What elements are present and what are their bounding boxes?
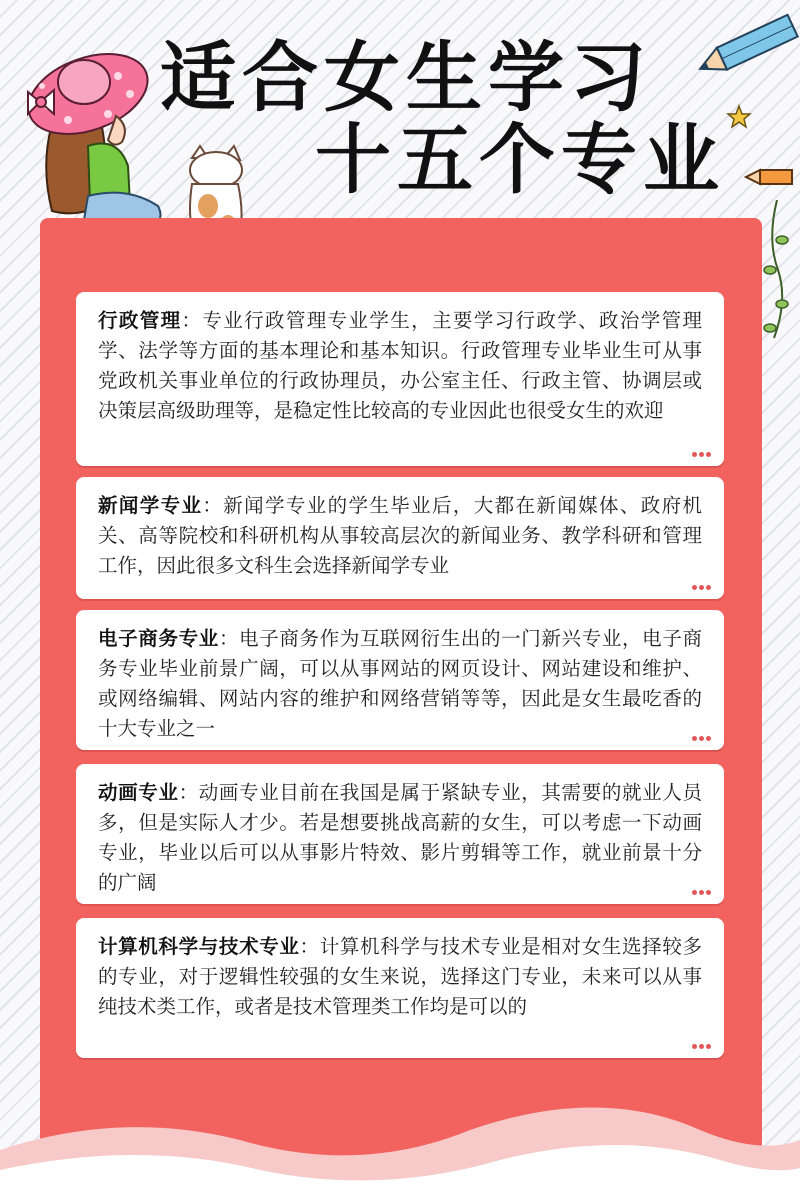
card-body: ：计算机科学与技术专业是相对女生选择较多的专业，对于逻辑性较强的女生来说，选择这门专业，未来可以从事纯技术类工作，或者是技术管理类工作均是可以的 <box>98 935 702 1018</box>
more-dots-icon[interactable] <box>692 890 712 896</box>
star-icon <box>726 104 752 130</box>
major-card-e-commerce <box>76 610 724 750</box>
pencil-icon <box>690 4 800 94</box>
small-pencil-icon <box>744 160 794 194</box>
card-heading: 电子商务专业 <box>98 627 219 650</box>
major-card-computer-science <box>76 918 724 1058</box>
more-dots-icon[interactable] <box>692 736 712 742</box>
card-text <box>98 491 702 581</box>
more-dots-icon[interactable] <box>692 452 712 458</box>
major-card-public-administration <box>76 292 724 466</box>
girl-illustration <box>18 36 178 231</box>
card-body: ：专业行政管理专业学生，主要学习行政学、政治学管理学、法学等方面的基本理论和基本知识。行政管理专业毕业生可从事党政机关事业单位的行政协理员，办公室主任、行政主管、协调层或决策层高级助理等，是稳定性比较高的专业因此也很受女生的欢迎 <box>98 309 702 422</box>
more-dots-icon[interactable] <box>692 585 712 591</box>
page-title-line-2: 十五个专业 <box>315 115 725 204</box>
card-heading: 新闻学专业 <box>98 494 203 517</box>
vine-icon <box>762 200 792 340</box>
bottom-wave <box>0 1090 800 1200</box>
card-text <box>98 624 702 744</box>
card-body: ：新闻学专业的学生毕业后，大都在新闻媒体、政府机关、高等院校和科研机构从事较高层次的新闻业务、教学科研和管理工作，因此很多文科生会选择新闻学专业 <box>98 494 702 577</box>
card-body: ：电子商务作为互联网衍生出的一门新兴专业，电子商务专业毕业前景广阔，可以从事网站的网页设计、网站建设和维护、或网络编辑、网站内容的维护和网络营销等等，因此是女生最吃香的十大专业之一 <box>98 627 702 740</box>
page-title-line-1: 适合女生学习 <box>160 33 652 122</box>
more-dots-icon[interactable] <box>692 1044 712 1050</box>
card-heading: 行政管理 <box>98 309 182 332</box>
major-card-journalism <box>76 477 724 599</box>
card-body: ：动画专业目前在我国是属于紧缺专业，其需要的就业人员多，但是实际人才少。若是想要挑战高薪的女生，可以考虑一下动画专业，毕业以后可以从事影片特效、影片剪辑等工作，就业前景十分的广阔 <box>98 781 702 894</box>
card-text <box>98 306 702 426</box>
card-heading: 动画专业 <box>98 781 179 804</box>
card-heading: 计算机科学与技术专业 <box>98 935 300 958</box>
card-text <box>98 932 702 1022</box>
card-text <box>98 778 702 898</box>
major-card-animation <box>76 764 724 904</box>
